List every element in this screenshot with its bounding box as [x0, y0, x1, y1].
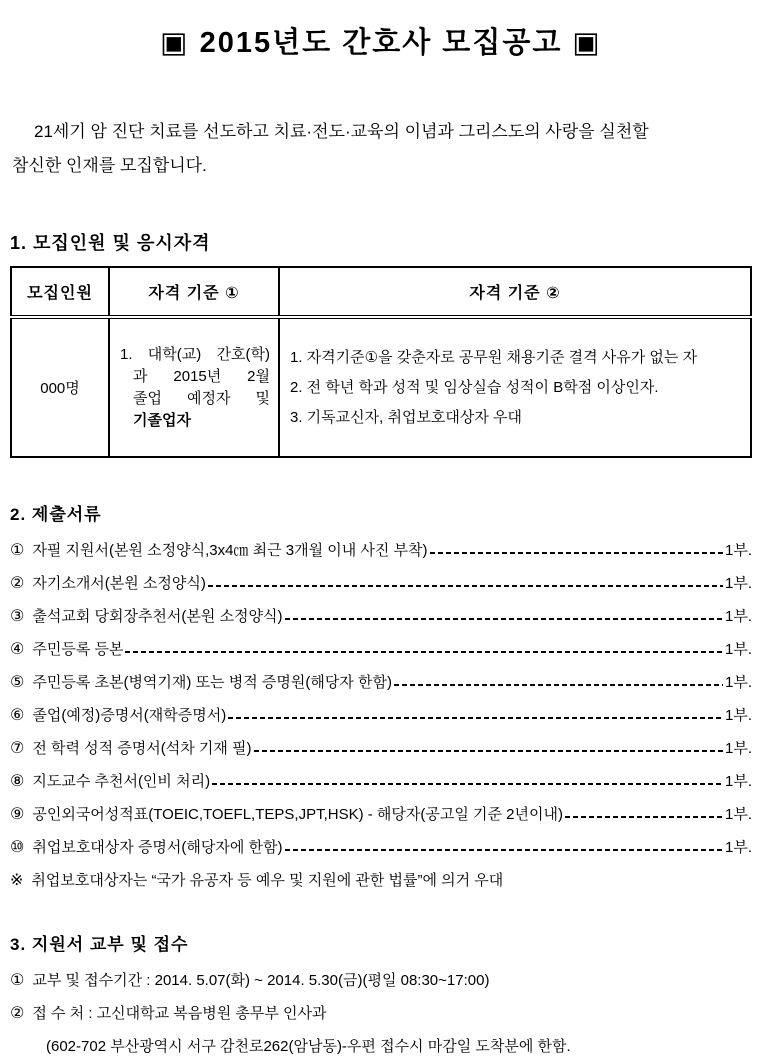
col-header-recruit-count: 모집인원 — [11, 267, 109, 317]
section2-heading: 2. 제출서류 — [10, 505, 102, 524]
dash-leader — [228, 717, 723, 719]
item-text: 졸업(예정)증명서(재학증명서) — [32, 707, 227, 724]
copies-label: 1부. — [725, 839, 752, 856]
copies-label: 1부. — [725, 608, 752, 625]
copies-label: 1부. — [725, 575, 752, 592]
line-text: (602-702 부산광역시 서구 감천로262(암남동)-우편 접수시 마감일 도착분에 한함. — [46, 1038, 571, 1055]
dash-leader — [430, 552, 724, 554]
copies-label: 1부. — [725, 674, 752, 691]
section3-heading: 3. 지원서 교부 및 접수 — [10, 935, 189, 954]
copies-label: 1부. — [725, 707, 752, 724]
table-row — [11, 317, 751, 457]
application-info — [10, 969, 752, 1057]
list-item — [10, 605, 752, 627]
criteria2-line: 1. 자격기준①을 갖춘자로 공무원 채용기준 결격 사유가 없는 자 — [290, 348, 698, 366]
info-line — [10, 1002, 752, 1024]
criteria1-cell — [109, 317, 279, 457]
dash-leader — [565, 816, 723, 818]
info-line — [10, 969, 752, 991]
item-text: 주민등록 초본(병역기재) 또는 병적 증명원(해당자 한함) — [32, 674, 392, 691]
note-text: 취업보호대상자는 “국가 유공자 등 예우 및 지원에 관한 법률”에 의거 우대 — [31, 872, 504, 889]
item-number: ⑧ — [10, 773, 25, 790]
col-header-criteria2: 자격 기준 ② — [279, 267, 751, 317]
note-marker: ※ — [10, 872, 24, 889]
item-text: 자기소개서(본원 소정양식) — [32, 575, 206, 592]
criteria1-line: 과 2015년 2월 — [133, 367, 270, 385]
list-item — [10, 770, 752, 792]
criteria2-cell — [279, 317, 751, 457]
dash-leader — [285, 618, 723, 620]
page-title: ▣ 2015년도 간호사 모집공고 ▣ — [160, 27, 602, 59]
line-text: 교부 및 접수기간 : 2014. 5.07(화) ~ 2014. 5.30(금)(평일 08:30~17:00) — [32, 972, 490, 989]
item-number: ⑥ — [10, 707, 25, 724]
intro-line: 21세기 암 진단 치료를 선도하고 치료·전도·교육의 이념과 그리스도의 사랑을 실천할 — [34, 122, 649, 141]
item-text: 출석교회 당회장추천서(본원 소정양식) — [32, 608, 283, 625]
list-item — [10, 539, 752, 561]
copies-label: 1부. — [725, 641, 752, 658]
recruitment-table — [10, 266, 752, 458]
item-text: 자필 지원서(본원 소정양식,3x4㎝ 최근 3개월 이내 사진 부착) — [32, 542, 428, 559]
item-number: ⑨ — [10, 806, 25, 823]
criteria2-line: 3. 기독교신자, 취업보호대상자 우대 — [290, 408, 523, 426]
dash-leader — [208, 585, 723, 587]
list-item — [10, 836, 752, 858]
section1-heading: 1. 모집인원 및 응시자격 — [10, 233, 211, 253]
copies-label: 1부. — [725, 806, 752, 823]
item-number: ① — [10, 542, 25, 559]
list-item — [10, 671, 752, 693]
item-text: 공인외국어성적표(TOEIC,TOEFL,TEPS,JPT,HSK) - 해당자(공고일 기준 2년이내) — [32, 806, 563, 823]
criteria2-line: 2. 전 학년 학과 성적 및 임상실습 성적이 B학점 이상인자. — [290, 378, 659, 396]
info-line-address — [10, 1035, 752, 1057]
col-header-criteria1: 자격 기준 ① — [109, 267, 279, 317]
list-item — [10, 737, 752, 759]
dash-leader — [285, 849, 723, 851]
copies-label: 1부. — [725, 542, 752, 559]
line-text: 접 수 처 : 고신대학교 복음병원 총무부 인사과 — [32, 1005, 327, 1022]
item-number: ⑩ — [10, 839, 25, 856]
item-text: 취업보호대상자 증명서(해당자에 한함) — [32, 839, 283, 856]
item-text: 주민등록 등본 — [32, 641, 124, 658]
copies-label: 1부. — [725, 773, 752, 790]
item-number: ④ — [10, 641, 25, 658]
item-text: 전 학력 성적 증명서(석차 기재 필) — [32, 740, 252, 757]
list-item — [10, 572, 752, 594]
table-header-row — [11, 267, 751, 317]
line-number: ② — [10, 1005, 25, 1022]
dash-leader — [125, 651, 723, 653]
list-item — [10, 803, 752, 825]
item-number: ⑤ — [10, 674, 25, 691]
item-text: 지도교수 추천서(인비 처리) — [32, 773, 211, 790]
preference-note — [10, 869, 752, 890]
copies-label: 1부. — [725, 740, 752, 757]
recruit-count-cell: 000명 — [11, 317, 109, 457]
dash-leader — [254, 750, 723, 752]
criteria1-line: 졸업 예정자 및 — [133, 389, 270, 407]
intro-line: 참신한 인재를 모집합니다. — [12, 156, 207, 175]
intro-paragraph — [10, 115, 752, 183]
dash-leader — [212, 783, 723, 785]
required-documents-list — [10, 539, 752, 858]
list-item — [10, 704, 752, 726]
criteria1-line: 1. 대학(교) 간호(학) — [120, 345, 270, 363]
item-number: ③ — [10, 608, 25, 625]
line-number: ① — [10, 972, 25, 989]
list-item — [10, 638, 752, 660]
dash-leader — [394, 684, 723, 686]
item-number: ② — [10, 575, 25, 592]
criteria1-bold-line: 기졸업자 — [133, 411, 191, 429]
item-number: ⑦ — [10, 740, 25, 757]
